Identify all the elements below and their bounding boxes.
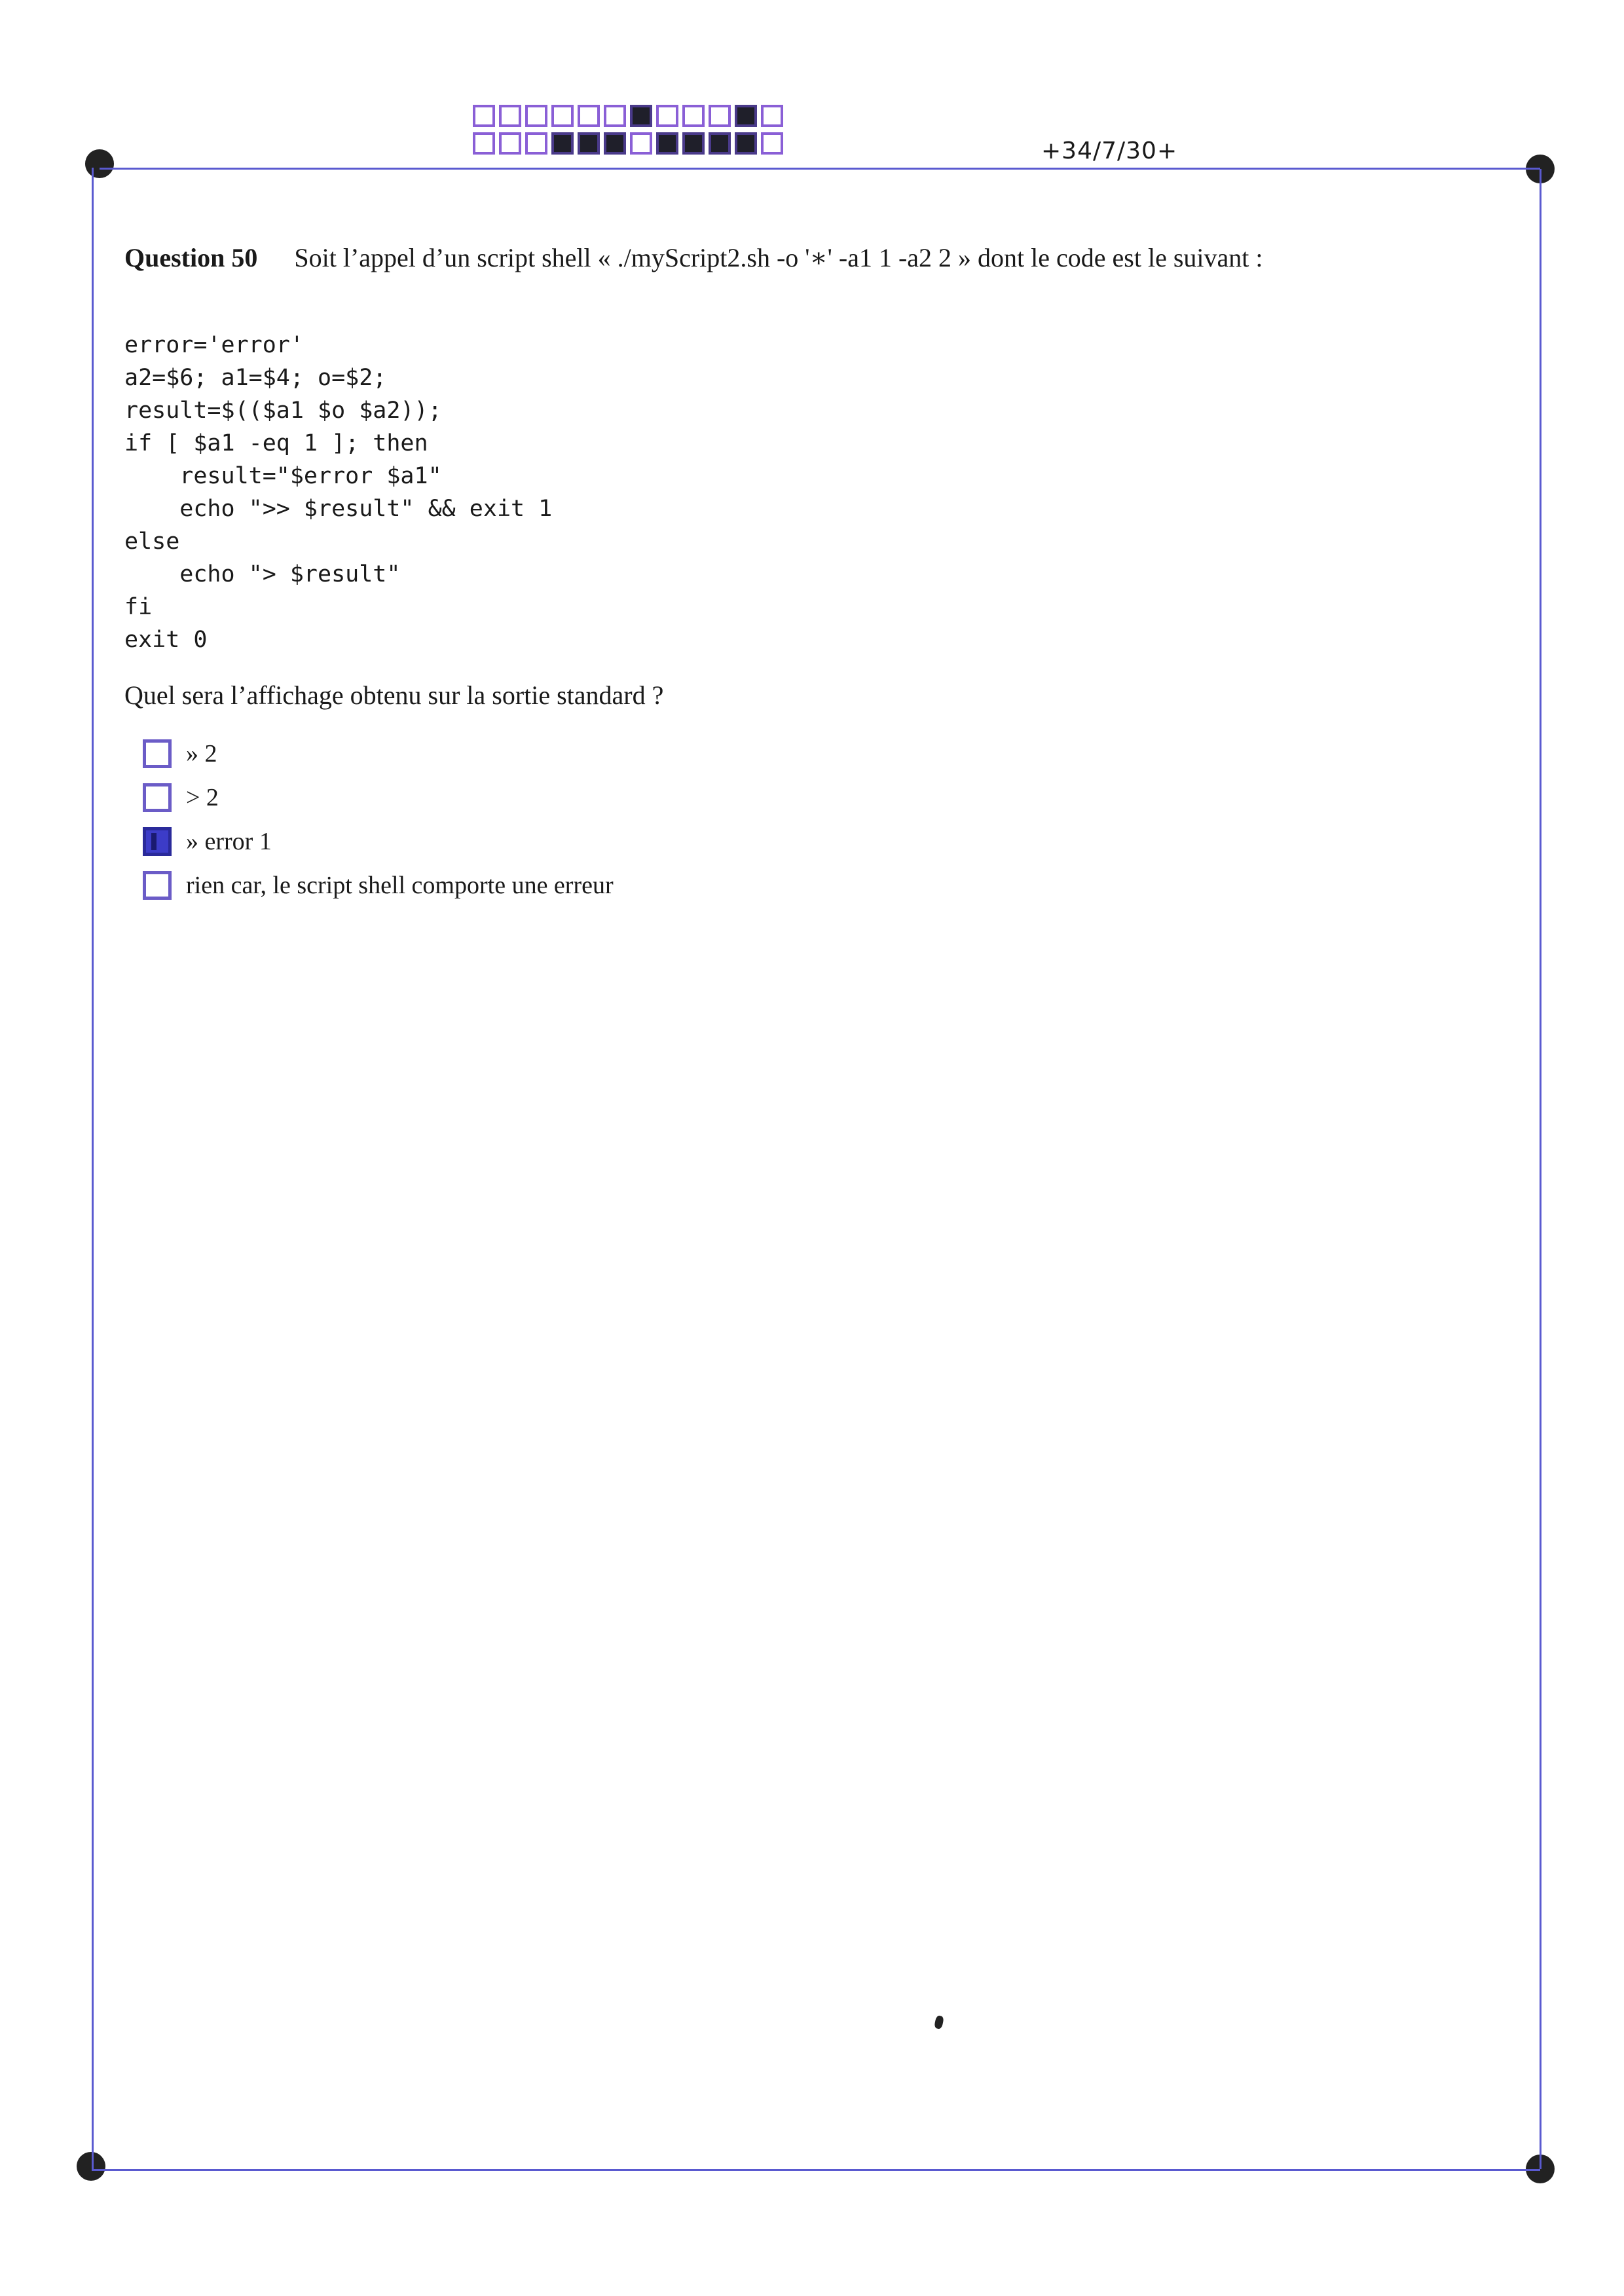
binary-code-cell <box>630 105 652 127</box>
corner-mark-top-left <box>85 149 114 178</box>
binary-code-cell <box>761 132 783 155</box>
frame-right-line <box>1540 169 1541 2169</box>
corner-mark-bottom-left <box>77 2152 105 2181</box>
page-id: +34/7/30+ <box>1041 138 1178 164</box>
question-prompt: Quel sera l’affichage obtenu sur la sortie standard ? <box>124 680 664 710</box>
binary-code-cell <box>735 132 757 155</box>
question-text: Soit l’appel d’un script shell « ./myScript2.sh -o '∗' -a1 1 -a2 2 » dont le code est le suivant : <box>294 243 1263 272</box>
binary-code-cell <box>656 105 678 127</box>
answer-label-1: » 2 <box>186 740 217 768</box>
binary-code-cell <box>604 132 626 155</box>
binary-code-cell <box>682 105 705 127</box>
question-number: Question 50 <box>124 243 258 272</box>
binary-code-cell <box>499 132 521 155</box>
answer-checkbox-1[interactable] <box>143 739 172 768</box>
answer-list <box>143 732 614 908</box>
answer-option-1[interactable] <box>143 732 614 775</box>
binary-code-cell <box>630 132 652 155</box>
answer-label-2: > 2 <box>186 784 219 811</box>
binary-code-cell <box>578 132 600 155</box>
binary-code-cell <box>656 132 678 155</box>
binary-code-cell <box>709 132 731 155</box>
binary-code-row-2 <box>473 132 787 155</box>
binary-code-cell <box>525 105 547 127</box>
binary-code-cell <box>709 105 731 127</box>
answer-checkbox-4[interactable] <box>143 871 172 900</box>
binary-code-cell <box>735 105 757 127</box>
binary-code-cell <box>682 132 705 155</box>
ink-smudge <box>934 2015 944 2029</box>
shell-code-block: error='error' a2=$6; a1=$4; o=$2; result=$(($a1 $o $a2)); if [ $a1 -eq 1 ]; then result="$error $a1" echo ">> $result" && exit 1 else echo "> $result" fi exit 0 <box>124 332 553 653</box>
frame-bottom-line <box>92 2169 1540 2171</box>
binary-code-cell <box>604 105 626 127</box>
binary-code-cell <box>761 105 783 127</box>
binary-code-cell <box>551 132 574 155</box>
answer-label-4: rien car, le script shell comporte une erreur <box>186 872 614 899</box>
frame-top-line <box>100 168 1540 170</box>
binary-code-cell <box>499 105 521 127</box>
binary-code-row-1 <box>473 105 787 127</box>
answer-option-4[interactable] <box>143 864 614 907</box>
binary-code-cell <box>551 105 574 127</box>
answer-checkbox-2[interactable] <box>143 783 172 812</box>
binary-code-cell <box>578 105 600 127</box>
question-header <box>124 241 1369 275</box>
answer-label-3: » error 1 <box>186 828 272 855</box>
binary-code-grid <box>473 105 787 155</box>
binary-code-cell <box>525 132 547 155</box>
binary-code-cell <box>473 132 495 155</box>
answer-checkbox-3[interactable] <box>143 827 172 856</box>
answer-option-3[interactable] <box>143 820 614 863</box>
binary-code-cell <box>473 105 495 127</box>
answer-option-2[interactable] <box>143 776 614 819</box>
frame-left-line <box>92 168 94 2169</box>
